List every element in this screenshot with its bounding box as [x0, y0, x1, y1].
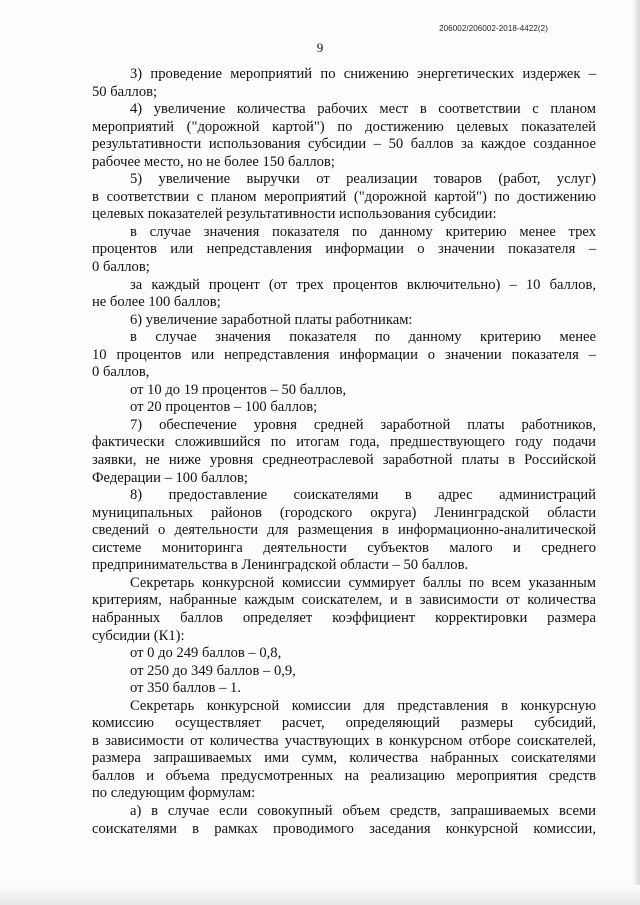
text-line: от 0 до 249 баллов – 0,8, [130, 645, 282, 662]
text-line: а) в случае если совокупный объем средств, запрашиваемых всеми [130, 802, 596, 819]
text-line: системе мониторинга деятельности субъектов малого и среднего [92, 539, 596, 556]
text-line: по следующим формулам: [92, 785, 256, 802]
text-line: сведений о деятельности для размещения в информационно-аналитической [92, 522, 596, 539]
text-line: мероприятий ("дорожной картой") по достижению целевых показателей [92, 118, 596, 135]
text-line: целевых показателей результативности использования субсидии: [92, 206, 497, 223]
page-number: 9 [316, 40, 324, 55]
text-line: не более 100 баллов; [92, 294, 221, 311]
text-line: результативности использования субсидии – 50 баллов за каждое созданное [92, 136, 596, 153]
text-line: 0 баллов; [92, 259, 150, 276]
scan-edge-shadow [632, 0, 640, 905]
text-line: в зависимости от количества участвующих в конкурсном отборе соискателей, [92, 732, 596, 749]
text-line: предпринимательства в Ленинградской области – 50 баллов. [92, 557, 469, 574]
text-line: 5) увеличение выручки от реализации товаров (работ, услуг) [130, 171, 596, 188]
text-line: 8) предоставление соискателями в адрес администраций [130, 487, 596, 504]
text-line: соискателями в рамках проводимого заседания конкурсной комиссии, [92, 820, 596, 837]
text-line: 6) увеличение заработной платы работникам: [130, 311, 413, 328]
document-id: 206002/206002-2018-4422(2) [439, 24, 548, 33]
text-line: 3) проведение мероприятий по снижению энергетических издержек – [130, 66, 596, 82]
text-line: муниципальных районов (городского округа) Ленинградской области [92, 504, 596, 521]
text-line: Секретарь конкурсной комиссии суммирует баллы по всем указанным [130, 574, 596, 591]
text-line: рабочее место, но не более 150 баллов; [92, 153, 335, 170]
text-line: за каждый процент (от трех процентов включительно) – 10 баллов, [130, 276, 596, 293]
text-line: Секретарь конкурсной комиссии для представления в конкурсную [130, 697, 596, 714]
text-line: от 20 процентов – 100 баллов; [130, 399, 318, 416]
document-body [92, 66, 596, 838]
text-line: в случае значения показателя по данному критерию менее трех [130, 223, 596, 240]
scan-bottom-shadow [0, 885, 640, 905]
text-line: 4) увеличение количества рабочих мест в соответствии с планом [130, 101, 596, 118]
text-line: субсидии (К1): [92, 627, 185, 644]
text-line: 0 баллов, [92, 364, 150, 381]
text-line: 50 баллов; [92, 83, 158, 100]
text-line: Федерации – 100 баллов; [92, 469, 248, 486]
text-line: комиссию осуществляет расчет, определяющий размеры субсидий, [92, 715, 596, 732]
text-line: критериям, набранные каждым соискателем, и в зависимости от количества [92, 592, 596, 609]
text-line: от 350 баллов – 1. [130, 680, 241, 697]
text-line: 7) обеспечение уровня средней заработной платы работников, [130, 416, 596, 433]
text-line: от 10 до 19 процентов – 50 баллов, [130, 381, 347, 398]
text-line: фактически сложившийся по итогам года, предшествующего году подачи [92, 434, 596, 451]
text-line: от 250 до 349 баллов – 0,9, [130, 662, 296, 679]
text-line: набранных баллов определяет коэффициент корректировки размера [92, 609, 596, 626]
text-line: размера запрашиваемых ими сумм, количества набранных соискателями [92, 750, 596, 767]
text-line: в случае значения показателя по данному критерию менее [130, 329, 596, 346]
text-line: в соответствии с планом мероприятий ("дорожной картой") по достижению [92, 188, 596, 205]
text-line: процентов или непредставления информации о значении показателя – [92, 241, 596, 258]
text-line: баллов и объема предусмотренных на реализацию мероприятия средств [92, 767, 596, 784]
text-line: 10 процентов или непредставления информации о значении показателя – [92, 346, 596, 363]
text-line: заявки, не ниже уровня среднеотраслевой заработной платы в Российской [92, 452, 596, 469]
